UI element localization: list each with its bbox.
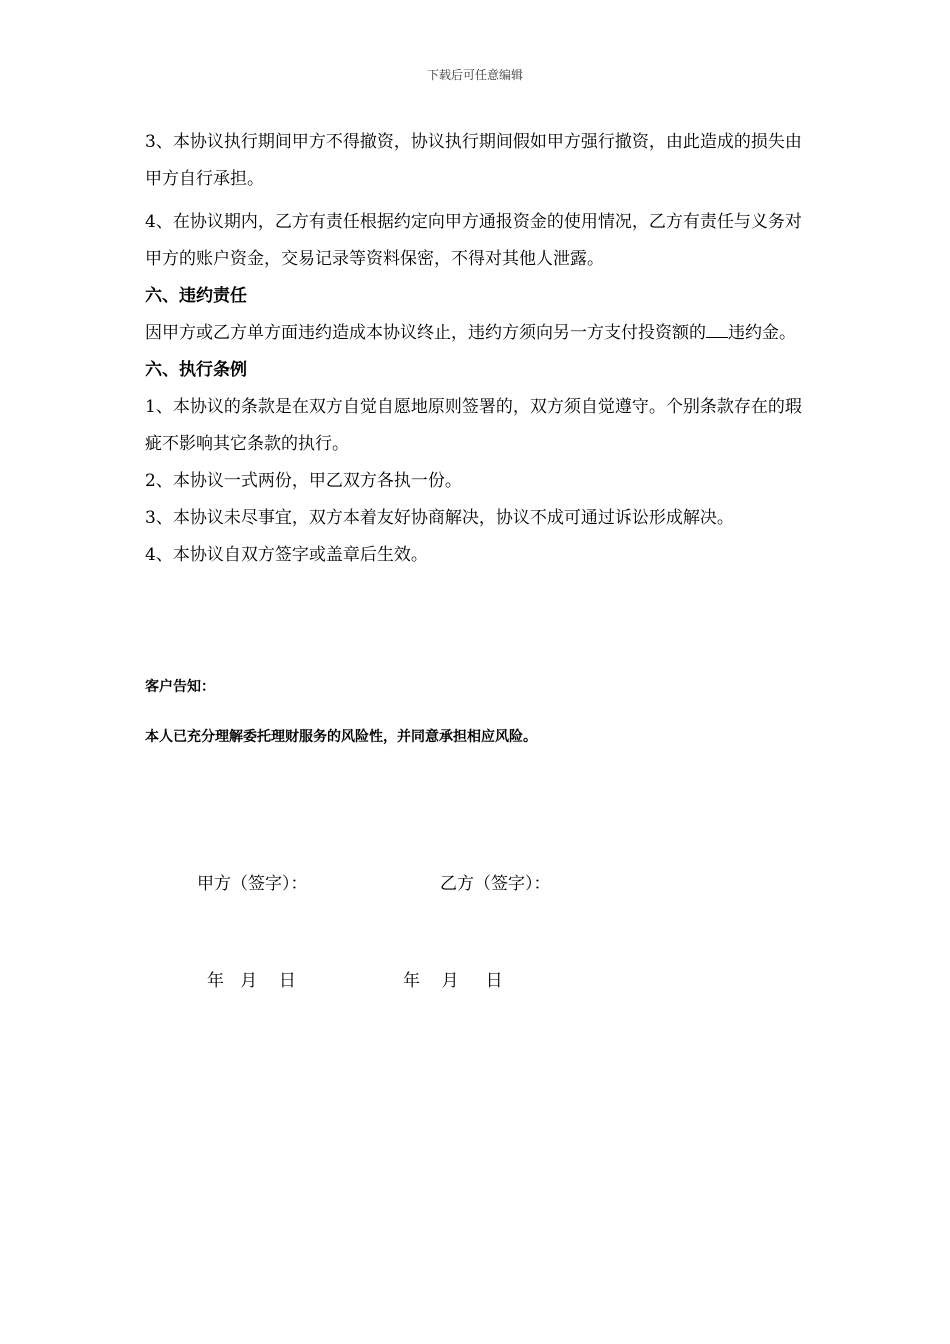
party-b-signature-label: 乙方（签字）： — [440, 874, 551, 894]
party-a-date-year: 年 — [207, 971, 224, 991]
breach-text-before: 因甲方或乙方单方面违约造成本协议终止，违约方须向另一方支付投资额的 — [145, 323, 706, 343]
party-a-date-month: 月 — [240, 971, 258, 991]
party-a-date — [207, 966, 296, 991]
party-b-date — [403, 966, 503, 991]
execution-term-2: 2、本协议一式两份，甲乙双方各执一份。 — [145, 471, 462, 491]
breach-text-after: 违约金。 — [728, 323, 796, 343]
party-b-date-year: 年 — [403, 971, 420, 991]
execution-term-3: 3、本协议未尽事宜，双方本着友好协商解决，协议不成可通过诉讼形成解决。 — [145, 508, 734, 528]
agreement-body — [145, 124, 810, 574]
clause-3-paragraph: 3、本协议执行期间甲方不得撤资，协议执行期间假如甲方强行撤资，由此造成的损失由甲方自行承担。 — [145, 132, 802, 189]
customer-notice-body: 本人已充分理解委托理财服务的风险性，并同意承担相应风险。 — [145, 729, 537, 745]
clause-4-paragraph: 4、在协议期内，乙方有责任根据约定向甲方通报资金的使用情况，乙方有责任与义务对甲方的账户资金，交易记录等资料保密，不得对其他人泄露。 — [145, 212, 802, 269]
execution-term-1: 1、本协议的条款是在双方自觉自愿地原则签署的，双方须自觉遵守。个别条款存在的瑕疵不影响其它条款的执行。 — [145, 397, 802, 454]
party-b-date-day: 日 — [485, 971, 503, 991]
execution-term-4: 4、本协议自双方签字或盖章后生效。 — [145, 545, 428, 565]
party-b-date-month: 月 — [441, 971, 459, 991]
penalty-amount-blank — [706, 321, 728, 338]
party-a-date-day: 日 — [278, 971, 296, 991]
execution-terms-heading: 六、执行条例 — [145, 360, 247, 380]
page-header-note: 下载后可任意编辑 — [426, 68, 523, 82]
customer-notice-title: 客户告知： — [145, 679, 215, 695]
breach-liability-paragraph — [145, 315, 810, 352]
party-a-signature-label: 甲方（签字）： — [197, 874, 308, 894]
breach-liability-heading: 六、违约责任 — [145, 286, 247, 306]
